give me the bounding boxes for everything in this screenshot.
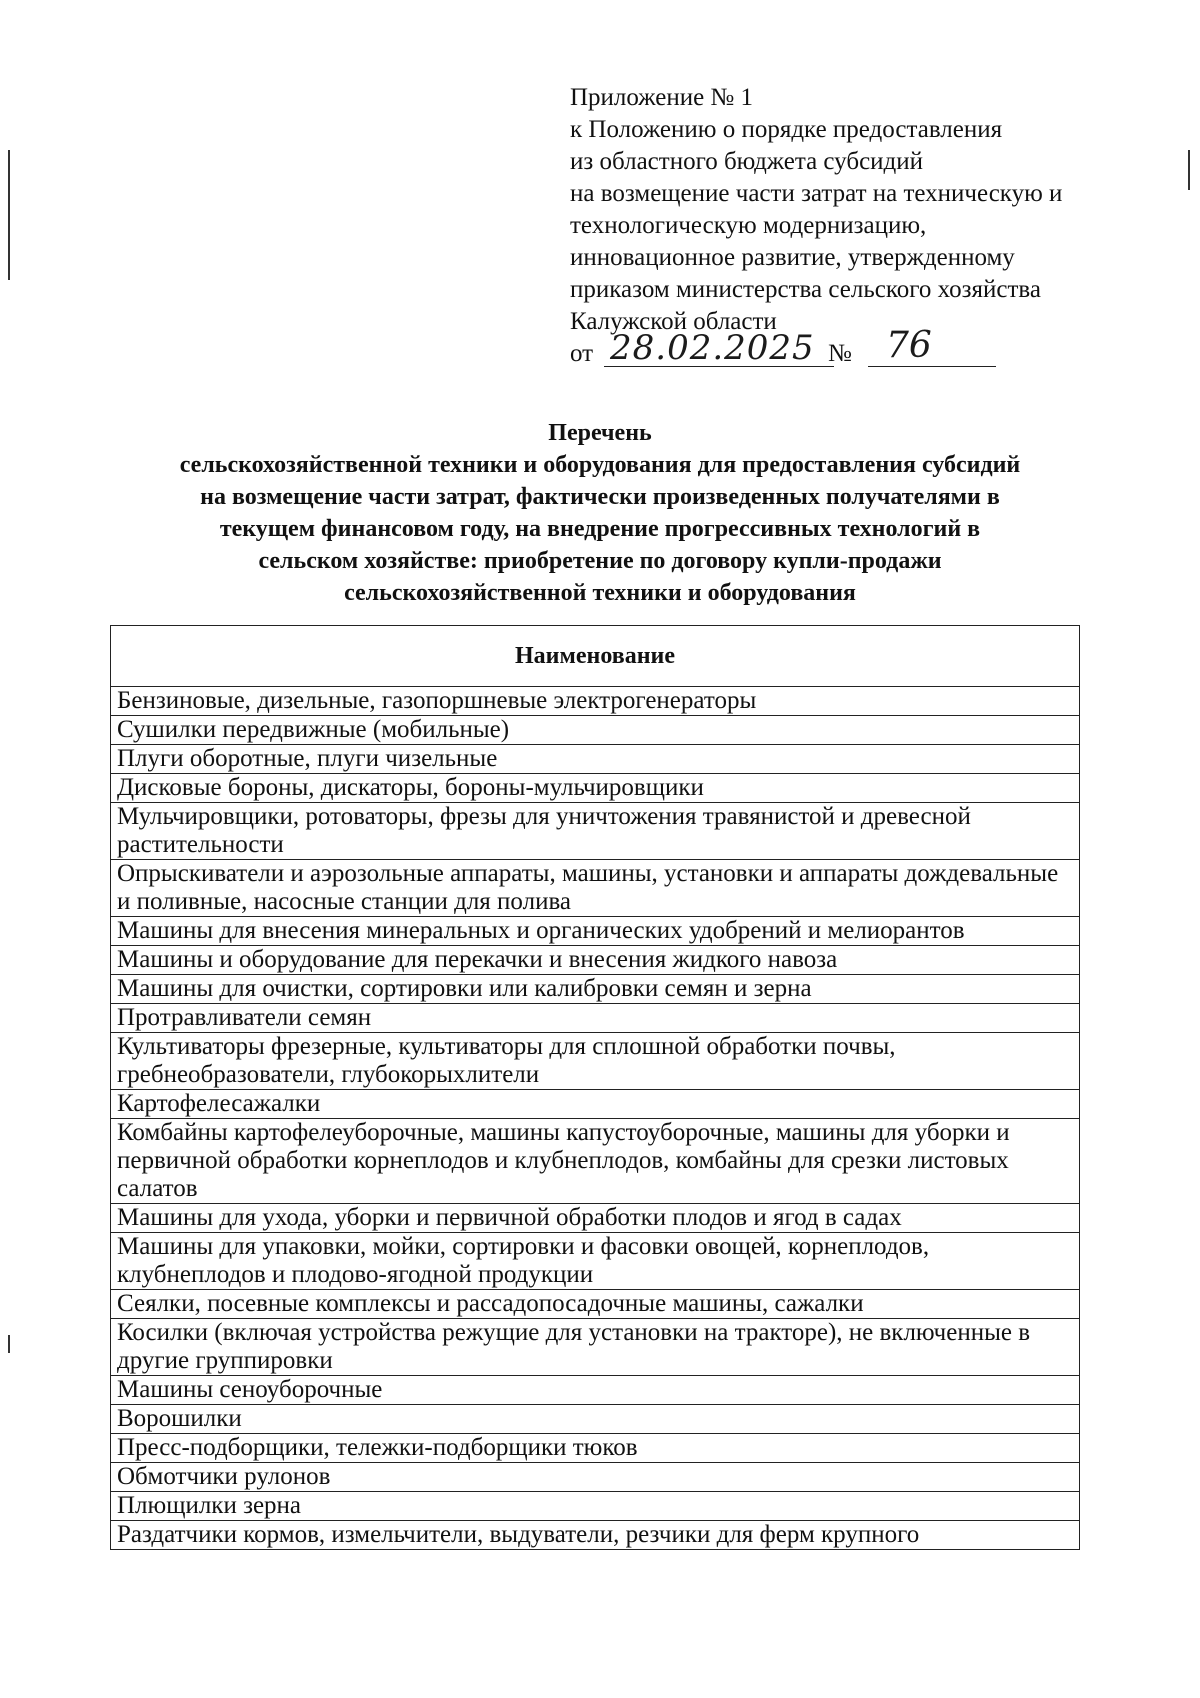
table-row xyxy=(111,1090,1080,1119)
appendix-line: Приложение № 1 xyxy=(570,84,754,111)
appendix-line: технологическую модернизацию, xyxy=(570,212,927,239)
table-row xyxy=(111,1204,1080,1233)
table-row xyxy=(111,1463,1080,1492)
number-underline xyxy=(868,366,996,367)
table-row xyxy=(111,975,1080,1004)
table-cell: Культиваторы фрезерные, культиваторы для сплошной обработки почвы, гребнеобразователи, глубокорыхлители xyxy=(111,1033,1080,1090)
table-row xyxy=(111,687,1080,716)
table-cell: Опрыскиватели и аэрозольные аппараты, машины, установки и аппараты дождевальные и поливные, насосные станции для полива xyxy=(111,860,1080,917)
title-heading: Перечень xyxy=(548,420,652,446)
table-row xyxy=(111,1376,1080,1405)
title-line: сельскохозяйственной техники и оборудования для предоставления субсидий xyxy=(179,452,1021,478)
table-cell: Ворошилки xyxy=(111,1405,1080,1434)
table-row xyxy=(111,946,1080,975)
table-cell: Протравливатели семян xyxy=(111,1004,1080,1033)
number-sign: № xyxy=(828,340,852,367)
order-date-number-line xyxy=(570,325,1130,374)
table-row xyxy=(111,1521,1080,1550)
table-cell: Косилки (включая устройства режущие для установки на тракторе), не включенные в другие группировки xyxy=(111,1319,1080,1376)
appendix-line: инновационное развитие, утвержденному xyxy=(570,244,1015,271)
equipment-table xyxy=(110,625,1080,1550)
table-cell: Обмотчики рулонов xyxy=(111,1463,1080,1492)
table-cell: Сеялки, посевные комплексы и рассадопосадочные машины, сажалки xyxy=(111,1290,1080,1319)
table-row xyxy=(111,745,1080,774)
appendix-line: приказом министерства сельского хозяйства xyxy=(570,276,1041,303)
table-cell: Дисковые бороны, дискаторы, бороны-мульчировщики xyxy=(111,774,1080,803)
table-row xyxy=(111,1492,1080,1521)
table-cell: Картофелесажалки xyxy=(111,1090,1080,1119)
table-cell: Бензиновые, дизельные, газопоршневые электрогенераторы xyxy=(111,687,1080,716)
scan-edge-mark xyxy=(1188,150,1190,190)
table-header-row xyxy=(111,626,1080,687)
table-cell: Плющилки зерна xyxy=(111,1492,1080,1521)
table-cell: Машины для упаковки, мойки, сортировки и фасовки овощей, корнеплодов, клубнеплодов и плодово-ягодной продукции xyxy=(111,1233,1080,1290)
title-line: сельскохозяйственной техники и оборудования xyxy=(344,580,856,606)
table-cell: Машины и оборудование для перекачки и внесения жидкого навоза xyxy=(111,946,1080,975)
table-row xyxy=(111,860,1080,917)
table-row xyxy=(111,1434,1080,1463)
document-title xyxy=(100,417,1100,609)
from-label: от xyxy=(570,340,594,367)
appendix-line: Калужской области xyxy=(570,308,777,335)
table-cell: Мульчировщики, ротоваторы, фрезы для уничтожения травянистой и древесной растительности xyxy=(111,803,1080,860)
table-row xyxy=(111,917,1080,946)
scan-edge-mark xyxy=(8,1335,10,1353)
title-line: текущем финансовом году, на внедрение прогрессивных технологий в xyxy=(219,516,981,542)
table-cell: Машины для ухода, уборки и первичной обработки плодов и ягод в садах xyxy=(111,1204,1080,1233)
table-row xyxy=(111,774,1080,803)
table-cell: Пресс-подборщики, тележки-подборщики тюков xyxy=(111,1434,1080,1463)
table-cell: Машины для очистки, сортировки или калибровки семян и зерна xyxy=(111,975,1080,1004)
table-row xyxy=(111,1233,1080,1290)
table-cell: Машины сеноуборочные xyxy=(111,1376,1080,1405)
table-row xyxy=(111,716,1080,745)
appendix-block xyxy=(570,82,1130,374)
appendix-line: из областного бюджета субсидий xyxy=(570,148,924,175)
table-row xyxy=(111,1405,1080,1434)
table-row xyxy=(111,1033,1080,1090)
table-row xyxy=(111,1290,1080,1319)
handwritten-number: 76 xyxy=(886,325,932,366)
scan-edge-mark xyxy=(8,150,10,280)
table-cell: Раздатчики кормов, измельчители, выдуватели, резчики для ферм крупного xyxy=(111,1521,1080,1550)
table-row xyxy=(111,803,1080,860)
title-line: на возмещение части затрат, фактически произведенных получателями в xyxy=(200,484,1000,510)
table-row xyxy=(111,1119,1080,1204)
appendix-line: к Положению о порядке предоставления xyxy=(570,116,1003,143)
table-cell: Машины для внесения минеральных и органических удобрений и мелиорантов xyxy=(111,917,1080,946)
table-cell: Плуги оборотные, плуги чизельные xyxy=(111,745,1080,774)
column-header-name: Наименование xyxy=(111,626,1080,687)
table-row xyxy=(111,1004,1080,1033)
table-row xyxy=(111,1319,1080,1376)
table-cell: Комбайны картофелеуборочные, машины капустоуборочные, машины для уборки и первичной обработки корнеплодов и клубнеплодов, комбайны для срезки листовых салатов xyxy=(111,1119,1080,1204)
handwritten-date: 28.02.2025 xyxy=(610,328,815,368)
table-cell: Сушилки передвижные (мобильные) xyxy=(111,716,1080,745)
appendix-line: на возмещение части затрат на техническую и xyxy=(570,180,1063,207)
title-line: сельском хозяйстве: приобретение по договору купли-продажи xyxy=(258,548,942,574)
